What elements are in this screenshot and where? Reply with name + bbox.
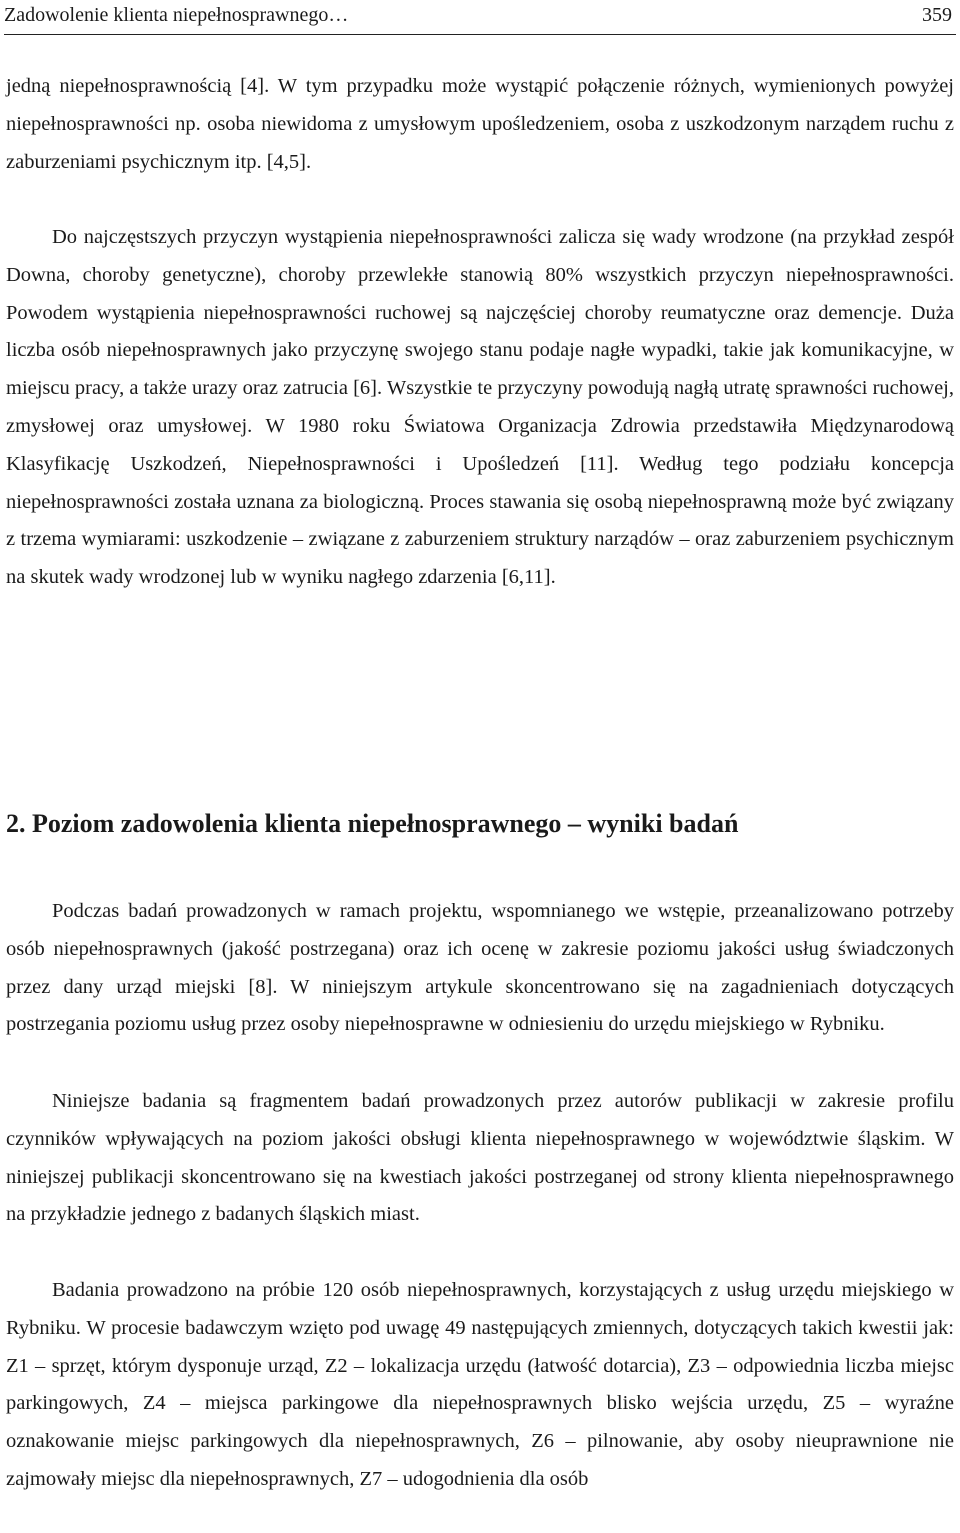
paragraph-continuation bbox=[6, 68, 954, 181]
section-heading: 2. Poziom zadowolenia klienta niepełnosprawnego – wyniki badań bbox=[6, 809, 739, 838]
paragraph-research-intro bbox=[6, 893, 954, 1044]
running-header bbox=[4, 0, 956, 35]
paragraph-sample bbox=[6, 1272, 954, 1499]
paragraph-text: Badania prowadzono na próbie 120 osób niepełnosprawnych, korzystających z usług urzędu miejskiego w Rybniku. W procesie badawczym wzięto pod uwagę 49 następujących zmiennych, dotyczących takich kwestii jak: Z1 – sprzęt, którym dysponuje urząd, Z2 – lokalizacja urzędu (łatwość dotarcia), Z3 – odpowiednia liczba miejsc parkingowych, Z4 – miejsca parkingowe dla niepełnosprawnych blisko wejścia urzędu, Z5 – wyraźne oznakowanie miejsc parkingowych dla niepełnosprawnych, Z6 – pilnowanie, aby osoby nieuprawnione nie zajmowały miejsc dla niepełnosprawnych, Z7 – udogodnienia dla osób bbox=[6, 1279, 954, 1490]
paragraph-research-scope bbox=[6, 1083, 954, 1234]
paragraph-causes bbox=[6, 219, 954, 597]
paragraph-text: Niniejsze badania są fragmentem badań prowadzonych przez autorów publikacji w zakresie profilu czynników wpływających na poziom jakości obsługi klienta niepełnosprawnego w województwie śląskim. W niniejszej publikacji skoncentrowano się na kwestiach jakości postrzeganej od strony klienta niepełnosprawnego na przykładzie jednego z badanych śląskich miast. bbox=[6, 1090, 954, 1226]
page-number: 359 bbox=[922, 4, 952, 26]
paragraph-text: Podczas badań prowadzonych w ramach projektu, wspomnianego we wstępie, przeanalizowano potrzeby osób niepełnosprawnych (jakość postrzegana) oraz ich ocenę w zakresie poziomu jakości usług świadczonych przez dany urząd miejski [8]. W niniejszym artykule skoncentrowano się na zagadnieniach dotyczących postrzegania poziomu usług przez osoby niepełnosprawne w odniesieniu do urzędu miejskiego w Rybniku. bbox=[6, 900, 954, 1036]
paragraph-text: Do najczęstszych przyczyn wystąpienia niepełnosprawności zalicza się wady wrodzone (na przykład zespół Downa, choroby genetyczne), choroby przewlekłe stanowią 80% wszystkich przyczyn niepełnosprawności. Powodem wystąpienia niepełnosprawności ruchowej są najczęściej choroby reumatyczne oraz demencje. Duża liczba osób niepełnosprawnych jako przyczynę swojego stanu podaje nagłe wypadki, takie jak komunikacyjne, w miejscu pracy, a także urazy oraz zatrucia [6]. Wszystkie te przyczyny powodują nagłą utratę sprawności ruchowej, zmysłowej oraz umysłowej. W 1980 roku Światowa Organizacja Zdrowia przedstawiła Międzynarodową Klasyfikację Uszkodzeń, Niepełnosprawności i Upośledzeń [11]. Według tego podziału koncepcja niepełnosprawności została uznana za biologiczną. Proces stawania się osobą niepełnosprawną może być związany z trzema wymiarami: uszkodzenie – związane z zaburzeniem struktury narządów – oraz zaburzeniem psychicznym na skutek wady wrodzonej lub w wyniku nagłego zdarzenia [6,11]. bbox=[6, 226, 954, 589]
paragraph-text: jedną niepełnosprawnością [4]. W tym przypadku może wystąpić połączenie różnych, wymienionych powyżej niepełnosprawności np. osoba niewidoma z umysłowym upośledzeniem, osoba z uszkodzonym narządem ruchu z zaburzeniami psychicznym itp. [4,5]. bbox=[6, 75, 954, 173]
running-title: Zadowolenie klienta niepełnosprawnego… bbox=[4, 4, 349, 26]
